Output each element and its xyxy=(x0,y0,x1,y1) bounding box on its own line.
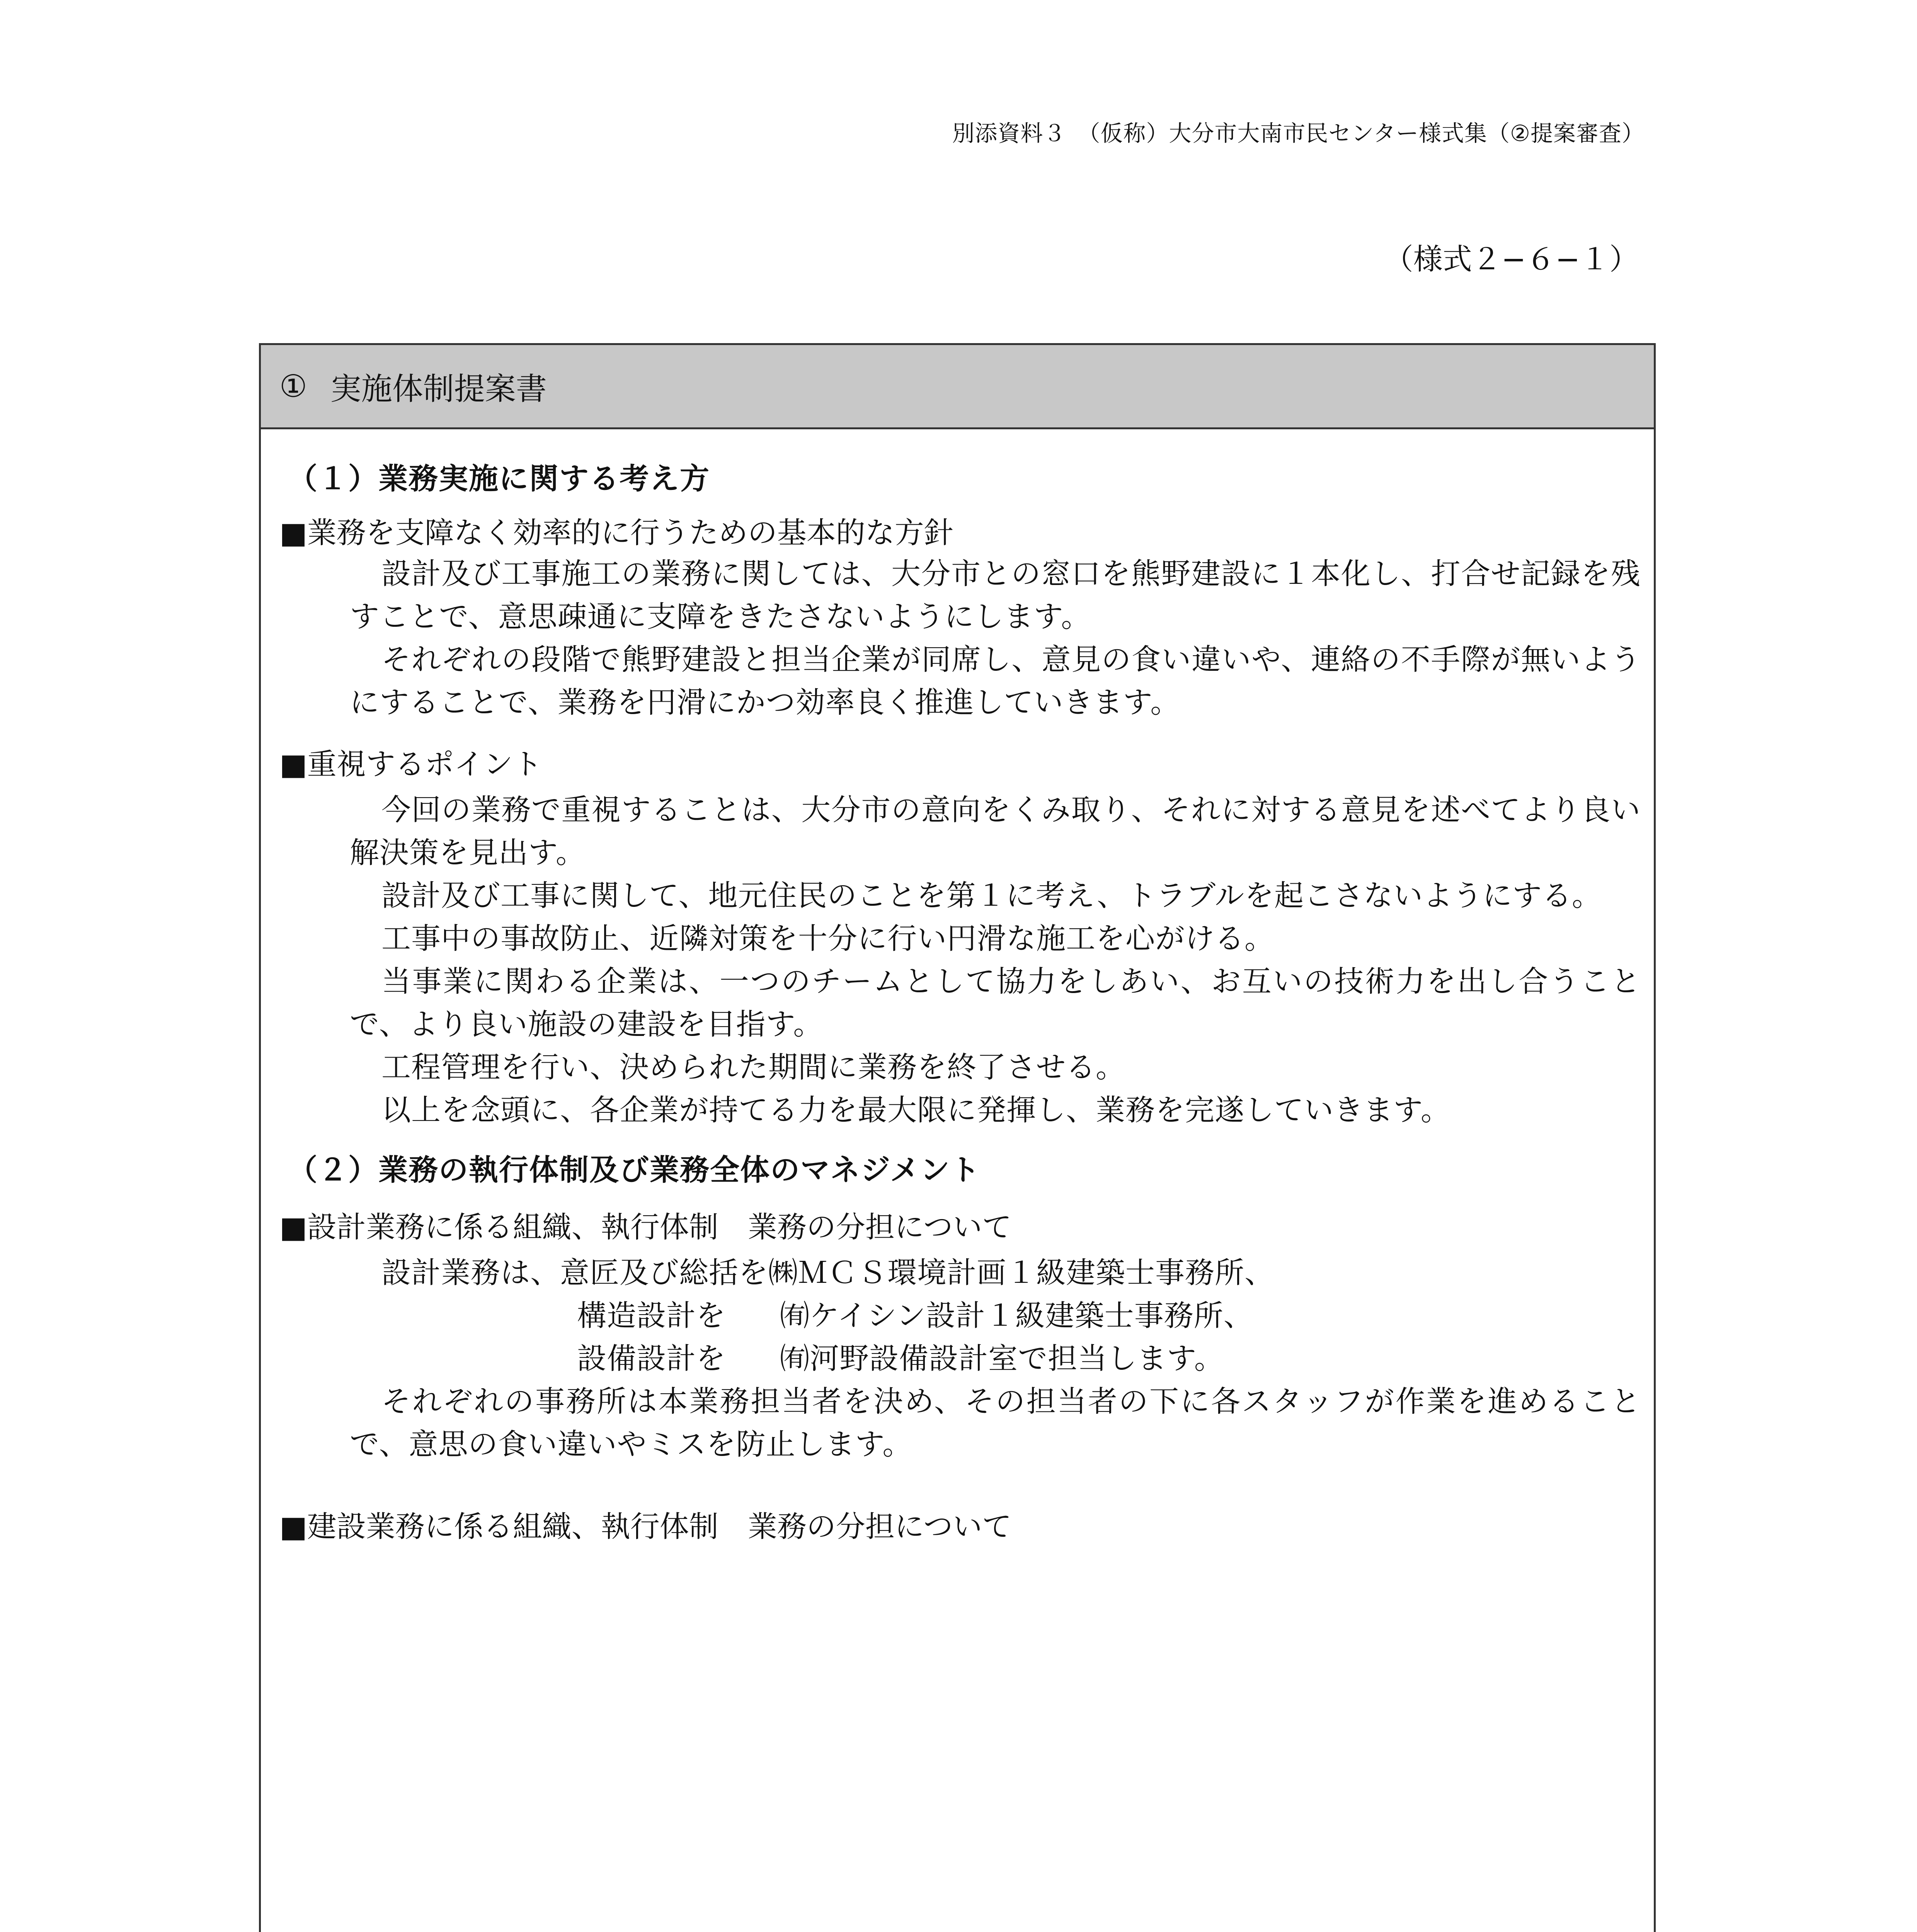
key-points-paragraph: 当事業に関わる企業は、一つのチームとして協力をしあい、お互いの技術力を出し合うことで、より良い施設の建設を目指す。 xyxy=(350,964,1641,1041)
form-title-bar xyxy=(261,345,1654,429)
basic-policy-heading: ■業務を支障なく効率的に行うための基本的な方針 xyxy=(279,515,953,550)
equipment-design-firm: ㈲河野設備設計室で担当します。 xyxy=(780,1341,1224,1376)
key-points-paragraph: 今回の業務で重視することは、大分市の意向をくみ取り、それに対する意見を述べてより良い解決策を見出す。 xyxy=(350,793,1641,870)
key-points-paragraph: 工事中の事故防止、近隣対策を十分に行い円滑な施工を心がける。 xyxy=(381,921,1274,956)
proposal-form-box xyxy=(259,343,1656,1932)
form-number: （様式２−６−１） xyxy=(1384,242,1639,276)
section-2-heading: （２）業務の執行体制及び業務全体のマネジメント xyxy=(288,1153,981,1187)
basic-policy-paragraph: 設計及び工事施工の業務に関しては、大分市との窓口を熊野建設に１本化し、打合せ記録を残すことで、意思疎通に支障をきたさないようにします。 xyxy=(350,556,1641,634)
structural-design-label: 構造設計を xyxy=(577,1298,726,1333)
design-assignment-list xyxy=(261,1251,1654,1380)
design-assignment-line: 設計業務は、意匠及び総括を㈱ＭＣＳ環境計画１級建築士事務所、 xyxy=(381,1255,1274,1290)
design-organization-paragraph: それぞれの事務所は本業務担当者を決め、その担当者の下に各スタッフが作業を進めることで、意思の食い違いやミスを防止します。 xyxy=(350,1384,1641,1461)
key-points-paragraph: 設計及び工事に関して、地元住民のことを第１に考え、トラブルを起こさないようにする。 xyxy=(381,878,1602,913)
construction-organization-heading: ■建設業務に係る組織、執行体制 業務の分担について xyxy=(279,1509,1012,1544)
design-assignment-line xyxy=(577,1337,1654,1380)
title-number-mark: ① xyxy=(279,368,307,404)
key-points-heading: ■重視するポイント xyxy=(279,747,542,781)
key-points-paragraph: 工程管理を行い、決められた期間に業務を終了させる。 xyxy=(381,1050,1125,1084)
design-assignment-line xyxy=(577,1294,1654,1337)
section-1-heading: （１）業務実施に関する考え方 xyxy=(288,461,710,496)
key-points-paragraph: 以上を念頭に、各企業が持てる力を最大限に発揮し、業務を完遂していきます。 xyxy=(381,1093,1451,1127)
form-title: 実施体制提案書 xyxy=(330,371,547,407)
document-reference-header: 別添資料３ （仮称）大分市大南市民センター様式集（②提案審査） xyxy=(952,120,1645,146)
design-organization-heading: ■設計業務に係る組織、執行体制 業務の分担について xyxy=(279,1210,1012,1244)
basic-policy-paragraph: それぞれの段階で熊野建設と担当企業が同席し、意見の食い違いや、連絡の不手際が無いようにすることで、業務を円滑にかつ効率良く推進していきます。 xyxy=(350,642,1641,719)
structural-design-firm: ㈲ケイシン設計１級建築士事務所、 xyxy=(780,1298,1253,1333)
equipment-design-label: 設備設計を xyxy=(577,1341,726,1376)
construction-organization-blank xyxy=(261,1546,1654,1932)
